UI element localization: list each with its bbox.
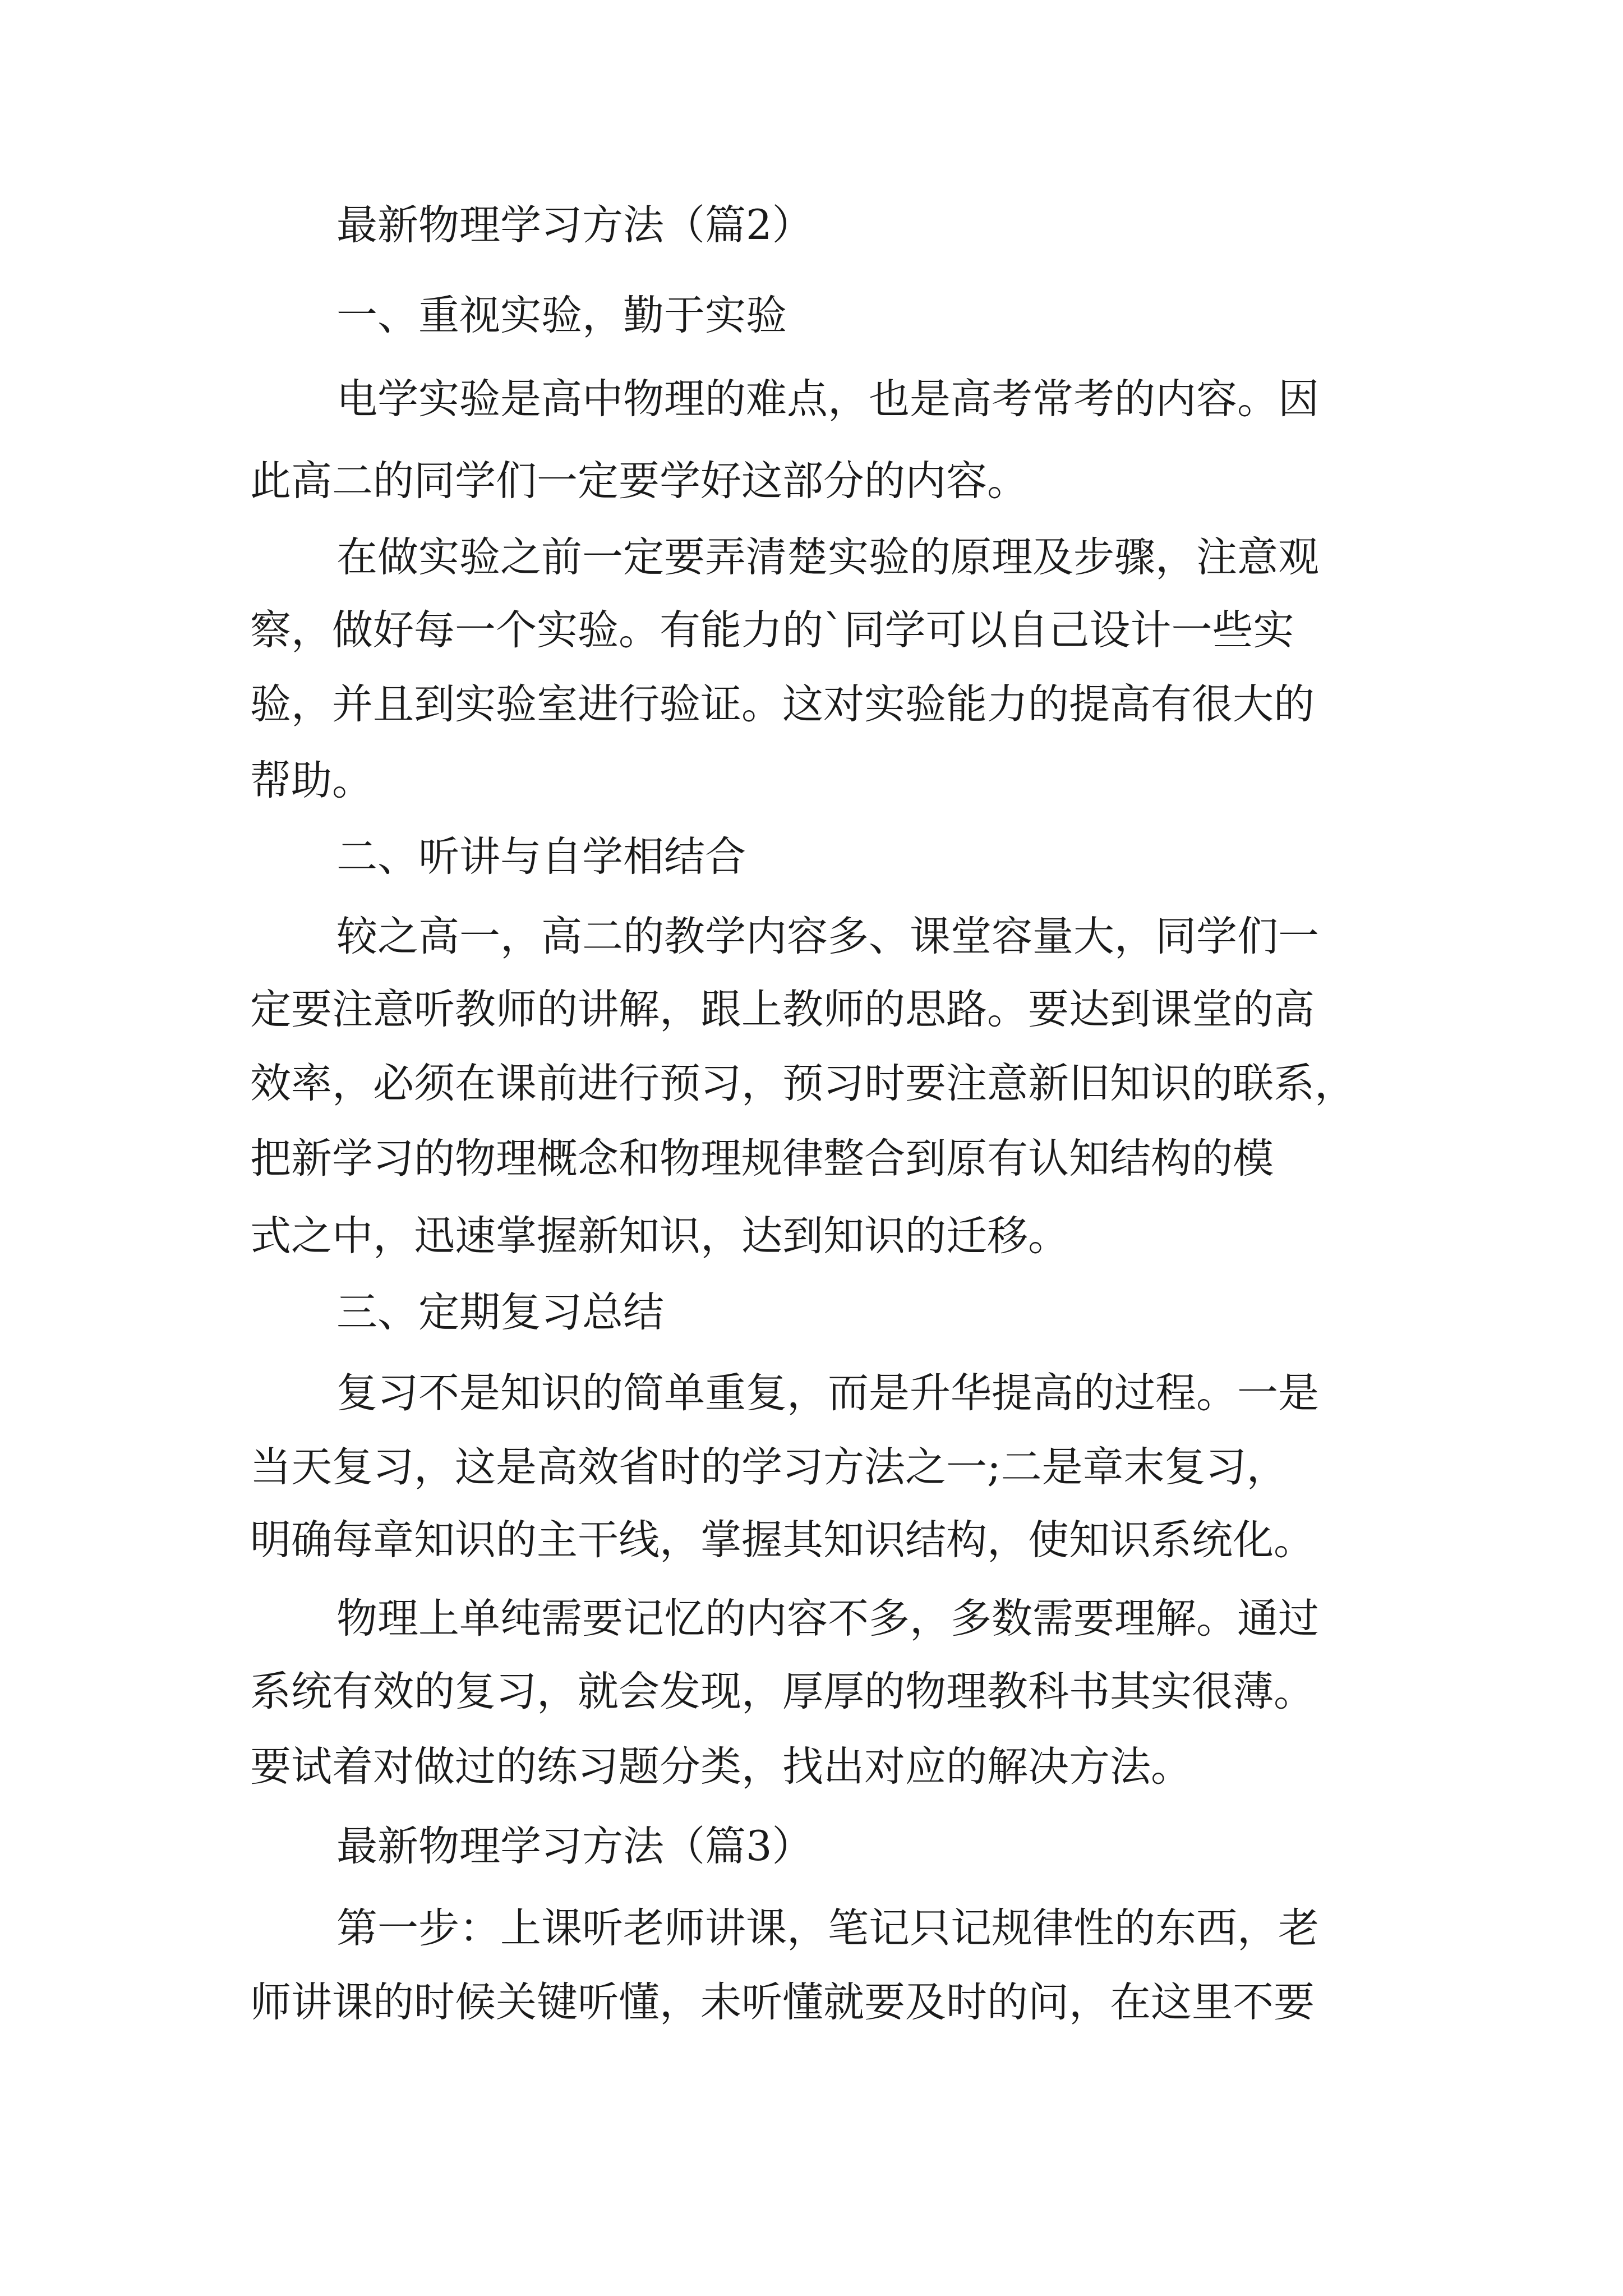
paragraph-line: 式之中，迅速掌握新知识，达到知识的迁移。 xyxy=(250,1212,1069,1260)
paragraph-line: 当天复习，这是高效省时的学习方法之一;二是章末复习， xyxy=(250,1443,1288,1491)
subheading: 一、重视实验，勤于实验 xyxy=(336,292,787,339)
paragraph-line: 要试着对做过的练习题分类，找出对应的解决方法。 xyxy=(250,1743,1192,1791)
section-heading: 最新物理学习方法（篇3） xyxy=(336,1823,813,1870)
paragraph-line: 物理上单纯需要记忆的内容不多，多数需要理解。通过 xyxy=(336,1595,1319,1642)
paragraph-line: 把新学习的物理概念和物理规律整合到原有认知结构的模 xyxy=(250,1135,1274,1182)
paragraph-line: 电学实验是高中物理的难点，也是高考常考的内容。因 xyxy=(336,375,1319,423)
paragraph-line: 验，并且到实验室进行验证。这对实验能力的提高有很大的 xyxy=(250,680,1315,728)
paragraph-line: 效率，必须在课前进行预习，预习时要注意新旧知识的联系， xyxy=(250,1060,1355,1107)
paragraph-line: 较之高一，高二的教学内容多、课堂容量大，同学们一 xyxy=(336,913,1319,960)
paragraph-line: 察，做好每一个实验。有能力的`同学可以自己设计一些实 xyxy=(250,606,1294,654)
section-heading: 最新物理学习方法（篇2） xyxy=(336,201,813,249)
paragraph-line: 帮助。 xyxy=(250,757,373,804)
paragraph-line: 复习不是知识的简单重复，而是升华提高的过程。一是 xyxy=(336,1369,1319,1417)
paragraph-line: 师讲课的时候关键听懂，未听懂就要及时的问，在这里不要 xyxy=(250,1978,1315,2026)
paragraph-line: 明确每章知识的主干线，掌握其知识结构，使知识系统化。 xyxy=(250,1516,1315,1564)
paragraph-line: 第一步：上课听老师讲课，笔记只记规律性的东西，老 xyxy=(336,1904,1319,1952)
paragraph-line: 此高二的同学们一定要学好这部分的内容。 xyxy=(250,457,1028,505)
paragraph-line: 在做实验之前一定要弄清楚实验的原理及步骤，注意观 xyxy=(336,533,1319,581)
paragraph-line: 定要注意听教师的讲解，跟上教师的思路。要达到课堂的高 xyxy=(250,986,1315,1033)
paragraph-line: 系统有效的复习，就会发现，厚厚的物理教科书其实很薄。 xyxy=(250,1668,1315,1715)
subheading: 三、定期复习总结 xyxy=(336,1289,664,1336)
subheading: 二、听讲与自学相结合 xyxy=(336,833,746,881)
